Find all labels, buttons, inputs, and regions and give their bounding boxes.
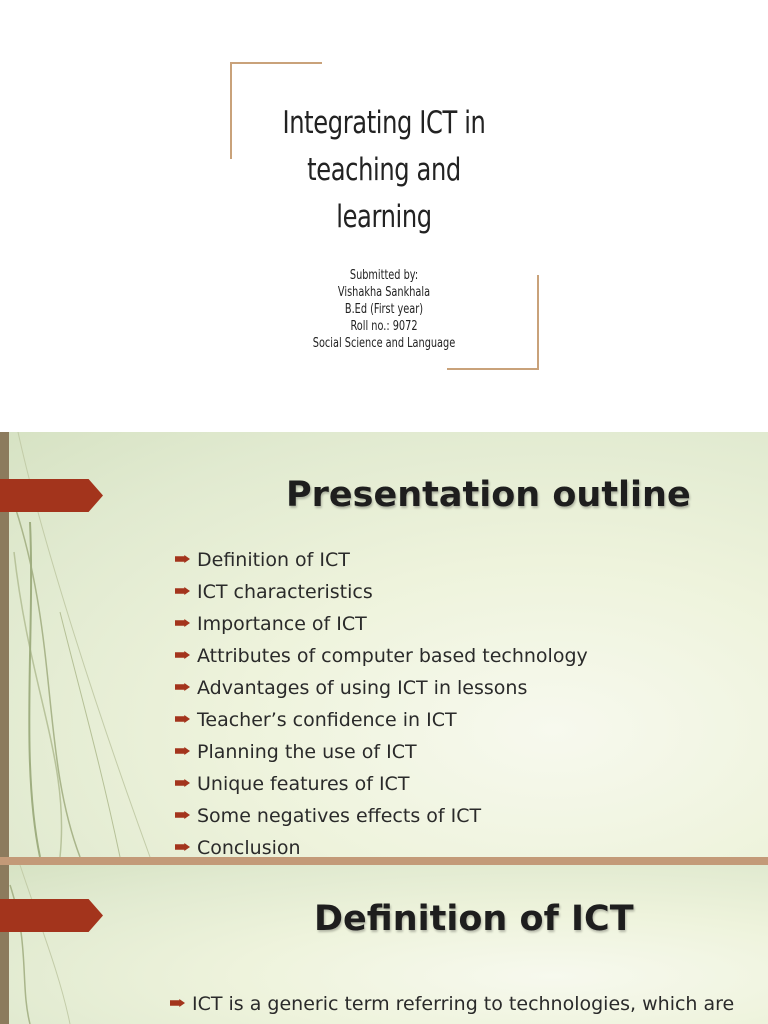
arrow-bullet-icon xyxy=(175,587,190,595)
info-line: Vishakha Sankhala xyxy=(337,285,431,300)
list-item-text: Conclusion xyxy=(197,837,301,857)
list-item-text: ICT characteristics xyxy=(197,581,373,603)
info-line: Submitted by: xyxy=(349,268,419,283)
slide-separator xyxy=(0,857,768,865)
definition-slide xyxy=(0,865,768,1024)
list-item-text: ICT is a generic term referring to technologies, which are xyxy=(192,993,735,1015)
title-slide xyxy=(0,0,768,432)
arrow-bullet-icon xyxy=(175,683,190,691)
decorative-stems-icon xyxy=(0,865,120,1024)
submission-info xyxy=(272,267,497,352)
info-line: Roll no.: 9072 xyxy=(350,319,418,334)
info-line: B.Ed (First year) xyxy=(344,302,424,317)
red-arrow-tab-icon xyxy=(0,479,103,512)
title-line: teaching and xyxy=(307,152,461,188)
list-item xyxy=(175,736,588,768)
list-item xyxy=(175,800,588,832)
slide-title: Definition of ICT xyxy=(314,899,634,939)
slide-title: Presentation outline xyxy=(286,475,691,515)
list-item-text: Definition of ICT xyxy=(197,549,350,571)
list-item xyxy=(175,768,588,800)
outline-slide xyxy=(0,432,768,857)
list-item-text: Some negatives effects of ICT xyxy=(197,805,482,827)
arrow-bullet-icon xyxy=(170,999,185,1007)
list-item xyxy=(175,640,588,672)
arrow-bullet-icon xyxy=(175,811,190,819)
arrow-bullet-icon xyxy=(175,619,190,627)
list-item xyxy=(175,672,588,704)
presentation-title xyxy=(267,100,501,241)
list-item-text: Teacher’s confidence in ICT xyxy=(197,709,457,731)
list-item-text: Planning the use of ICT xyxy=(197,741,417,763)
outline-list xyxy=(175,544,588,857)
list-item xyxy=(175,608,588,640)
title-line: Integrating ICT in xyxy=(282,105,486,141)
arrow-bullet-icon xyxy=(175,779,190,787)
red-arrow-tab-icon xyxy=(0,899,103,932)
arrow-bullet-icon xyxy=(175,843,190,851)
list-item-text: Unique features of ICT xyxy=(197,773,410,795)
arrow-bullet-icon xyxy=(175,715,190,723)
list-item-text: Advantages of using ICT in lessons xyxy=(197,677,528,699)
arrow-bullet-icon xyxy=(175,747,190,755)
list-item-text: Attributes of computer based technology xyxy=(197,645,588,667)
info-line: Social Science and Language xyxy=(312,336,456,351)
list-item xyxy=(170,993,734,1015)
title-line: learning xyxy=(336,199,432,235)
arrow-bullet-icon xyxy=(175,651,190,659)
arrow-bullet-icon xyxy=(175,555,190,563)
list-item-text: Importance of ICT xyxy=(197,613,367,635)
list-item xyxy=(175,832,588,857)
list-item xyxy=(175,704,588,736)
list-item xyxy=(175,576,588,608)
list-item xyxy=(175,544,588,576)
